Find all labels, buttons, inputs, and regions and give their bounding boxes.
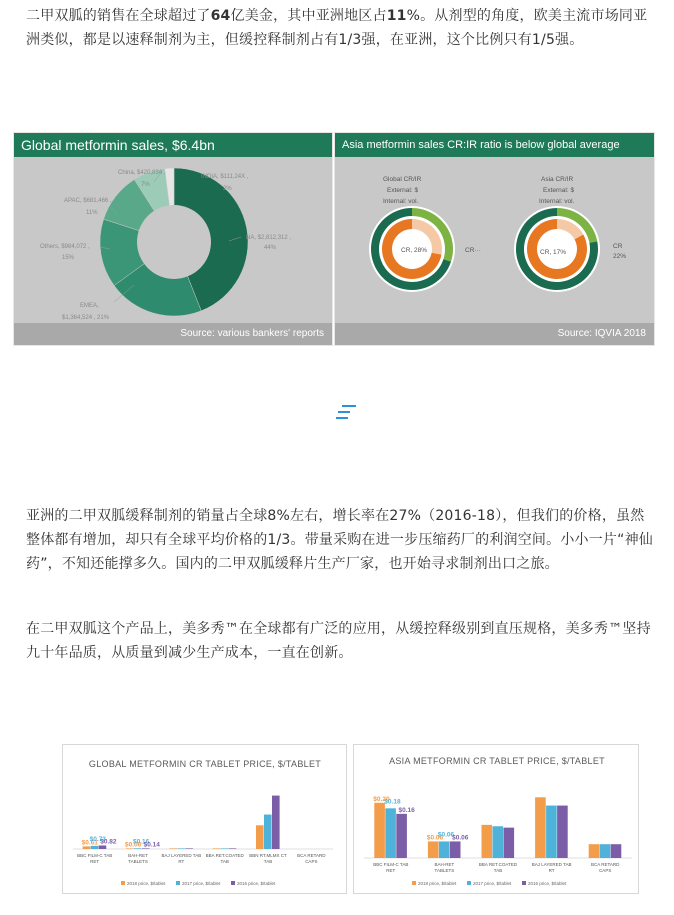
category-label: BAH-RET	[128, 853, 148, 858]
bold-figure: 11	[386, 8, 407, 24]
pie-label-emea: EMEA,	[80, 303, 99, 309]
category-label-line2: CAPS	[305, 859, 318, 864]
value-label: $0.06	[437, 831, 455, 839]
legend-label: 2018 price, $/tablet	[418, 881, 457, 886]
global-ring-label-2: External: $	[387, 187, 419, 194]
bar-2-4	[600, 844, 611, 858]
asia-cr-ratio-panel	[334, 132, 655, 346]
bar-1-3	[535, 797, 546, 858]
value-label: $0.06	[426, 834, 444, 842]
category-label: BAJ LAYERED TAB	[531, 862, 572, 867]
pie-label-china: China, $420,834 ,	[118, 170, 166, 176]
value-label: $0.82	[100, 838, 117, 846]
global-sales-source: Source: various bankers' reports	[14, 323, 332, 345]
category-label-line2: RET	[386, 868, 396, 873]
category-label-line2: TAB	[493, 868, 503, 873]
bar-2-3	[546, 806, 557, 858]
global-ring-side-label: CR···	[465, 247, 481, 254]
category-label-line2: TAB	[263, 859, 273, 864]
legend-label: 2016 price, $/tablet	[237, 881, 276, 886]
product-paragraph: 在二甲双胍这个产品上，美多秀™在全球都有广泛的应用，从缓控释级别到直压规格，美多秀™坚持九十年品质，从质量到减少生产成本，一直在创新。	[26, 621, 651, 661]
category-label-line2: TABLETS	[128, 859, 148, 864]
category-label-line2: RT	[178, 859, 185, 864]
global-sales-panel	[13, 132, 333, 346]
legend-label: 2017 price, $/tablet	[473, 881, 512, 886]
bold-figure: 64	[210, 8, 231, 24]
bar-2-3	[221, 848, 229, 849]
asia-ring-side-pct: 22%	[613, 253, 627, 260]
intro-paragraph	[26, 4, 654, 52]
global-ring-center-label: CR, 28%	[401, 247, 428, 254]
bar-2-0	[385, 808, 396, 858]
bar-2-2	[493, 826, 504, 858]
bar-1-4	[589, 844, 600, 858]
bar-1-3	[213, 848, 221, 849]
text-span: 亿美金，其中亚洲地区占	[230, 8, 387, 24]
bar-1-0	[83, 846, 91, 849]
category-label: BBN RT.MLMX CT	[249, 853, 287, 858]
bar-1-0	[374, 803, 385, 858]
value-label: $0.73	[89, 835, 106, 843]
category-label-line2: RET	[90, 859, 100, 864]
bar-3-2	[185, 848, 193, 849]
chart-title: GLOBAL METFORMIN CR TABLET PRICE, $/TABLET	[88, 759, 322, 769]
metformin-sales-figure	[13, 132, 655, 346]
legend-swatch	[412, 881, 416, 885]
value-label: $0.61	[81, 839, 98, 847]
pie-label-china-pct: 7%	[141, 182, 150, 188]
bar-3-4	[272, 796, 280, 849]
bar-1-2	[169, 848, 177, 849]
bar-3-0	[99, 845, 107, 849]
cr-ratio-rings	[335, 157, 656, 325]
pie-label-emea-value: $1,364,524 , 21%	[62, 315, 110, 321]
bar-2-4	[264, 815, 272, 849]
global-sales-title: Global metformin sales, $6.4bn	[14, 133, 332, 157]
bar-3-4	[611, 844, 622, 858]
divider-lines-icon	[334, 403, 360, 423]
bar-3-3	[557, 806, 568, 858]
global-price-chart	[62, 744, 347, 894]
chart-title: ASIA METFORMIN CR TABLET PRICE, $/TABLET	[389, 756, 605, 766]
bar-1-4	[256, 825, 264, 849]
pie-label-others: Others, $984,072 ,	[40, 244, 90, 250]
legend-swatch	[231, 881, 235, 885]
global-ring-label-3: Internal: vol.	[383, 198, 419, 205]
asia-cr-ratio-source: Source: IQVIA 2018	[335, 323, 654, 345]
pie-label-india: INDIA, $111,24X ,	[201, 174, 249, 180]
legend-swatch	[176, 881, 180, 885]
value-label: $0.18	[384, 798, 401, 806]
asia-sales-paragraph: 亚洲的二甲双胍缓释制剂的销量占全球8%左右，增长率在27%（2016-18），但我们的价格，虽然整体都有增加，却只有全球平均价格的1/3。带量采购在进一步压缩药厂的利润空间。小小一片“神仙药”，不知还能撑多久。国内的二甲双胍缓释片生产厂家，也开始寻求制剂出口之旅。	[26, 508, 653, 572]
pie-label-na: NA, $2,812,312 ,	[246, 235, 292, 241]
value-label: $0.14	[143, 841, 160, 849]
asia-ring-label-1: Asia CR/IR	[541, 176, 574, 183]
category-label: BCA RETARD	[297, 853, 326, 858]
pie-label-others-pct: 15%	[62, 255, 75, 261]
bar-1-2	[482, 825, 493, 858]
bar-3-0	[396, 814, 407, 858]
value-label: $0.16	[133, 838, 150, 846]
global-ring-label-1: Global CR/IR	[383, 176, 422, 183]
asia-ring-label-3: Internal: vol.	[539, 198, 575, 205]
asia-ring-label-2: External: $	[543, 187, 575, 194]
pie-label-na-pct: 44%	[264, 245, 277, 251]
pie-label-india-pct: 2%	[223, 186, 232, 192]
bar-2-1	[439, 841, 450, 858]
asia-ring-center-label: CR, 17%	[540, 249, 567, 256]
value-label: $0.16	[398, 806, 415, 814]
asia-ring-side-label: CR	[613, 243, 623, 250]
category-label: BAJ LAYERED TAB	[161, 853, 202, 858]
category-label-line2: TABLETS	[434, 868, 455, 873]
legend-swatch	[522, 881, 526, 885]
category-label: BBC FILM-C TAB	[77, 853, 113, 858]
global-sales-pie	[14, 157, 334, 325]
legend-swatch	[467, 881, 471, 885]
value-label: $0.06	[452, 834, 469, 842]
category-label: BAH-RET	[434, 862, 455, 867]
bar-1-1	[428, 841, 439, 858]
bar-3-2	[504, 828, 515, 858]
legend-swatch	[121, 881, 125, 885]
asia-cr-ratio-title: Asia metformin sales CR:IR ratio is below global average	[335, 133, 654, 157]
bar-3-1	[142, 848, 150, 849]
value-label: $0.06	[125, 841, 142, 849]
legend-label: 2018 price, $/tablet	[127, 881, 166, 886]
text-span: 二甲双胍的销售在全球超过了	[26, 8, 211, 24]
legend-label: 2016 price, $/tablet	[528, 881, 567, 886]
bar-2-2	[177, 848, 185, 849]
asia-price-chart	[353, 744, 639, 894]
category-label: BCA RETARD	[590, 862, 620, 867]
text-span: %。从剂型的角度，欧美主流市场同亚洲类似，都是以速释制剂为主，但缓控释制剂占有1/3强，在亚洲，这个比例只有1/5强。	[26, 8, 648, 48]
category-label: BBA RET.COATED	[478, 862, 518, 867]
bar-3-1	[450, 841, 461, 858]
legend-label: 2017 price, $/tablet	[182, 881, 221, 886]
global-price-chart-svg	[63, 745, 348, 895]
category-label-line2: RT	[548, 868, 555, 873]
pie-label-apac: APAC, $681,466 ,	[64, 198, 112, 204]
category-label: BBC FILM-C TAB	[373, 862, 409, 867]
category-label: BBA RET.COATED	[205, 853, 244, 858]
pie-label-apac-pct: 11%	[86, 210, 98, 216]
category-label-line2: TAB	[220, 859, 229, 864]
asia-price-chart-svg	[354, 745, 640, 895]
value-label: $0.20	[373, 795, 390, 803]
bar-3-3	[229, 848, 237, 849]
category-label-line2: CAPS	[599, 868, 612, 873]
